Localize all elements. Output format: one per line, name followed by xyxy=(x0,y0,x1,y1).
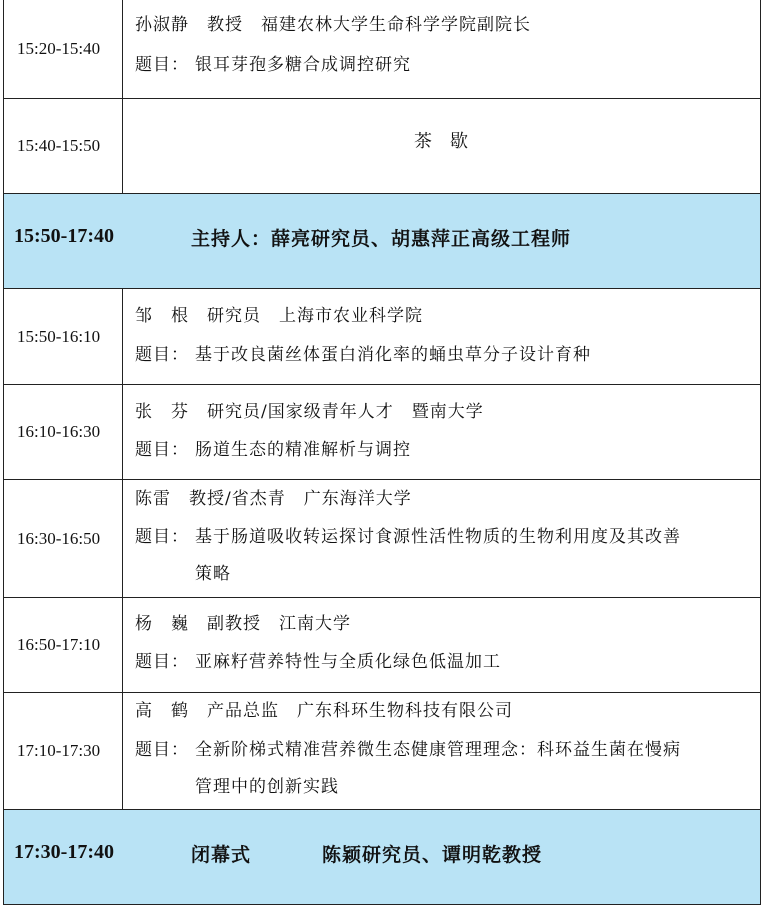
talk-cell xyxy=(124,289,760,384)
session-header xyxy=(3,810,761,905)
talk-title: 肠道生态的精准解析与调控 xyxy=(195,440,411,460)
session-time: 17:30-17:40 xyxy=(14,841,114,863)
time-cell: 16:30-16:50 xyxy=(4,480,123,597)
talk-cell xyxy=(124,385,760,479)
speaker-info: 邹 根 研究员 上海市农业科学院 xyxy=(135,306,423,326)
table-row xyxy=(3,693,761,810)
table-row xyxy=(3,598,761,693)
talk-title: 基于改良菌丝体蛋白消化率的蛹虫草分子设计育种 xyxy=(195,345,591,365)
title-label: 题目： xyxy=(135,440,189,460)
time-cell: 15:50-16:10 xyxy=(4,289,123,384)
title-label: 题目： xyxy=(135,55,189,75)
talk-title: 银耳芽孢多糖合成调控研究 xyxy=(195,55,411,75)
talk-title: 基于肠道吸收转运探讨食源性活性物质的生物利用度及其改善 xyxy=(195,527,681,547)
talk-title-cont: 策略 xyxy=(195,564,231,584)
table-row xyxy=(3,0,761,99)
closing-ceremony-label: 闭幕式 xyxy=(191,844,252,866)
title-label: 题目： xyxy=(135,345,189,365)
break-cell xyxy=(124,99,760,193)
talk-cell xyxy=(124,0,760,98)
break-label: 茶歇 xyxy=(414,131,486,152)
session-time: 15:50-17:40 xyxy=(14,225,114,247)
title-label: 题目： xyxy=(135,740,189,760)
session-header xyxy=(3,194,761,289)
title-label: 题目： xyxy=(135,527,189,547)
time-cell: 15:20-15:40 xyxy=(4,0,123,98)
speaker-info: 杨 巍 副教授 江南大学 xyxy=(135,614,351,634)
time-cell: 16:50-17:10 xyxy=(4,598,123,692)
table-row xyxy=(3,480,761,598)
table-row xyxy=(3,289,761,385)
speaker-info: 陈雷 教授/省杰青 广东海洋大学 xyxy=(135,489,412,509)
talk-cell xyxy=(124,693,760,809)
talk-title: 亚麻籽营养特性与全质化绿色低温加工 xyxy=(195,652,501,672)
title-label: 题目： xyxy=(135,652,189,672)
time-cell: 15:40-15:50 xyxy=(4,99,123,193)
table-row xyxy=(3,99,761,194)
talk-cell xyxy=(124,480,760,597)
talk-title: 全新阶梯式精准营养微生态健康管理理念：科环益生菌在慢病 xyxy=(195,740,681,760)
time-cell: 17:10-17:30 xyxy=(4,693,123,809)
talk-title-cont: 管理中的创新实践 xyxy=(195,777,339,797)
time-cell: 16:10-16:30 xyxy=(4,385,123,479)
speaker-info: 高 鹤 产品总监 广东科环生物科技有限公司 xyxy=(135,701,513,721)
talk-cell xyxy=(124,598,760,692)
speaker-info: 孙淑静 教授 福建农林大学生命科学学院副院长 xyxy=(135,15,531,35)
speaker-info: 张 芬 研究员/国家级青年人才 暨南大学 xyxy=(135,402,484,422)
session-host: 主持人：薛亮研究员、胡惠萍正高级工程师 xyxy=(191,228,572,250)
table-row xyxy=(3,385,761,480)
schedule-table xyxy=(3,0,761,905)
session-host: 陈颖研究员、谭明乾教授 xyxy=(322,844,543,866)
